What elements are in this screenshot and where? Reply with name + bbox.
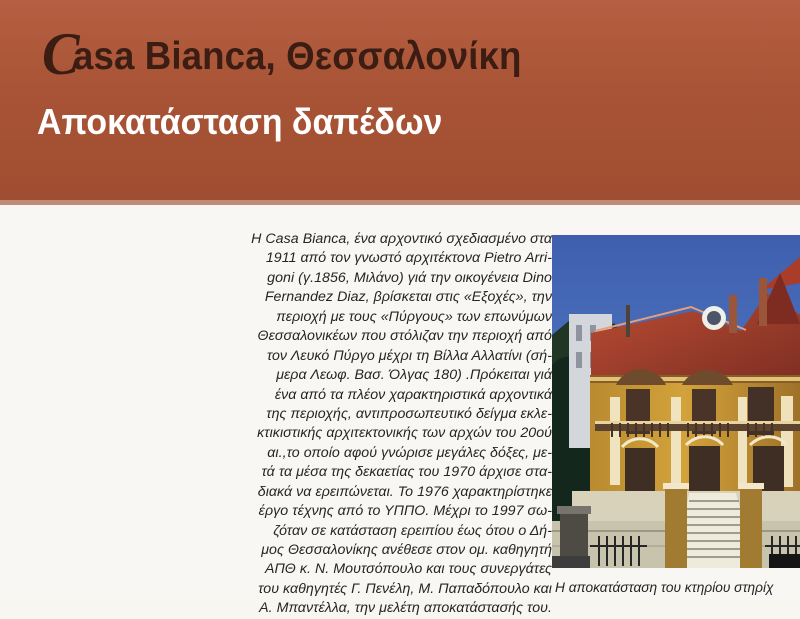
title-banner (0, 0, 800, 205)
article-line-16: ζόταν σε κατάσταση ερειπίου έως ότου ο Δή- (273, 522, 552, 539)
article-line-12: αι.,το οποίο αφού γνώρισε μεγάλες δόξες, με- (267, 444, 552, 461)
article-body (170, 230, 552, 619)
article-line-5: περιοχή με τους «Πύργους» των επωνύμων (276, 308, 552, 325)
photo-caption: Η αποκατάσταση του κτηρίου στηρίχ (555, 580, 774, 595)
article-line-1: Η Casa Bianca, ένα αρχοντικό σχεδιασμένο στα (251, 231, 552, 247)
title-initial: C (42, 21, 78, 87)
article-line-2: 1911 από τον γνωστό αρχιτέκτονα Pietro Arri- (265, 250, 552, 267)
page-subtitle: Αποκατάσταση δαπέδων (37, 101, 443, 142)
article-line-11: κτικιστικής αρχιτεκτονικής των αρχών του 20ού (257, 425, 552, 442)
article-line-18: ΑΠΘ κ. Ν. Μουτσόπουλο και τους συνεργάτες (264, 561, 552, 578)
article-line-20: Α. Μπαντέλλα, την μελέτη αποκατάστασής του. (259, 600, 552, 617)
article-line-6: Θεσσαλονικέων που στόλιζαν την περιοχή από (257, 328, 552, 345)
casa-bianca-photo (552, 235, 800, 568)
article-line-19: του καθηγητές Γ. Πενέλη, Μ. Παπαδόπουλο και (258, 580, 552, 597)
article-line-9: ένα από τα πλέον χαρακτηριστικά αρχοντικά (274, 386, 552, 403)
article-line-15: έργο τέχνης από το ΥΠΠΟ. Μέχρι το 1997 σω- (258, 503, 552, 520)
article-line-13: τά τα μέσα της δεκαετίας του 1970 άρχισε στα- (261, 464, 552, 481)
article-line-7: τον Λευκό Πύργο μέχρι τη Βίλλα Αλλατίνι (σή- (266, 347, 552, 364)
article-line-8: μερα Λεωφ. Βασ. Όλγας 180) .Πρόκειται γιά (276, 367, 552, 384)
casa-bianca-building-illustration (552, 235, 800, 568)
article-line-17: μος Θεσσαλονίκης ανέθεσε στον ομ. καθηγητή (261, 542, 552, 558)
article-line-10: της περιοχής, αντιπροσωπευτικό δείγμα εκλε- (266, 405, 552, 422)
article-line-14: διακά να ερειπώνεται. Το 1976 χαρακτηρίστηκε (257, 483, 552, 500)
title-text: asa Bianca, Θεσσαλονίκη (73, 35, 522, 78)
article-line-4: Fernandez Diaz, βρίσκεται στις «Εξοχές», την (264, 289, 552, 306)
article-line-3: goni (γ.1856, Μιλάνο) γιά την οικογένεια Dino (267, 269, 552, 286)
page-title (42, 17, 522, 87)
